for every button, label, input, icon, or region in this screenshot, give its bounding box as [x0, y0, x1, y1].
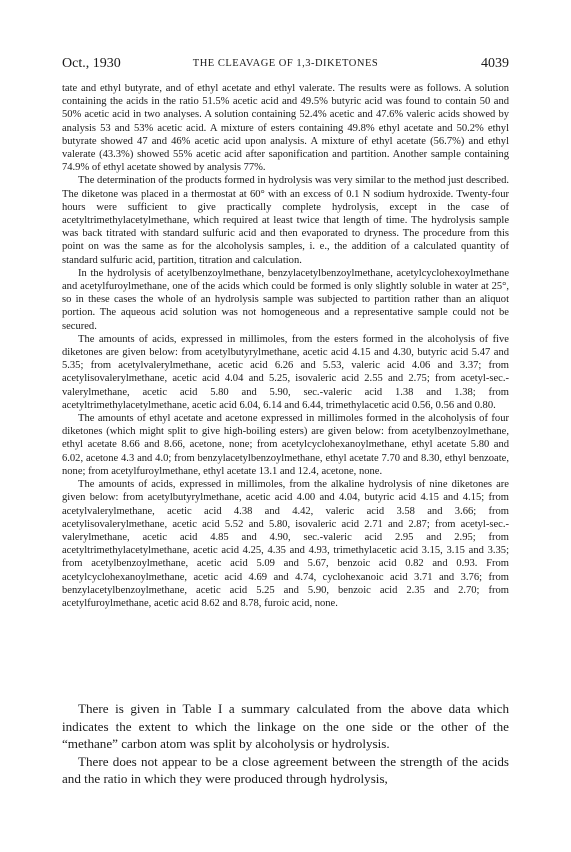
header-date: Oct., 1930: [62, 56, 121, 71]
small-print-body: [62, 82, 509, 610]
paragraph: tate and ethyl butyrate, and of ethyl acetate and ethyl valerate. The results were as follows. A solution containing the acids in the ratio 51.5% acetic acid and 49.5% butyric acid was found to contain 50 and 50% acetic acid in two analyses. A solution containing 52.4% acetic and 47.6% valeric acids showed by analysis 53 and 53% acetic acid. A mixture of esters containing 49.8% ethyl acetate and 50.2% ethyl butyrate showed 47 and 46% acetic acid upon analysis. A mixture of ethyl acetate (56.7%) and ethyl valerate (43.3%) showed 55% acetic acid after saponification and partition. Another sample containing 74.9% of ethyl acetate showed by analysis 77%.: [62, 83, 509, 174]
page-number: 4039: [481, 56, 509, 71]
paragraph: The amounts of acids, expressed in millimoles, from the alkaline hydrolysis of nine diketones are given below: from acetylbutyrylmethane, acetic acid 4.00 and 4.04, butyric acid 4.15 and 4.15; from acetylvalerylmethane, acetic acid 4.38 and 4.42, valeric acid 3.58 and 3.66; from acetylisovalerylmethane, acetic acid 5.52 and 5.80, isovaleric acid 2.71 and 2.87; from acetyl-sec.-valerylmethane, acetic acid 4.85 and 4.90, sec.-valeric acid 2.95 and 2.95; from acetyltrimethylacetylmethane, acetic acid 4.25, 4.35 and 4.93, trimethylacetic acid 3.15, 3.15 and 3.35; from acetylbenzoylmethane, acetic acid 5.09 and 5.67, benzoic acid 0.82 and 0.93. From acetylcyclohexanoylmethane, acetic acid 4.69 and 4.74, cyclohexanoic acid 3.71 and 3.76; from benzylacetylbenzoylmethane, acetic acid 5.25 and 5.90, benzoic acid 2.35 and 2.70; from acetylfuroylmethane, acetic acid 8.62 and 8.78, furoic acid, none.: [62, 479, 509, 609]
paragraph: There does not appear to be a close agreement between the strength of the acids and the ratio in which they were produced through hydrolysis,: [62, 753, 509, 787]
paragraph: The amounts of acids, expressed in millimoles, from the esters formed in the alcoholysis of five diketones are given below: from acetylbutyrylmethane, acetic acid 4.15 and 4.30, butyric acid 5.47 and 5.35; from acetylvalerylmethane, acetic acid 6.26 and 5.53, valeric acid 4.06 and 3.37; from acetylisovalerylmethane, acetic acid 4.04 and 5.25, isovaleric acid 2.55 and 2.75; from acetyl-sec.-valerylmethane, acetic acid 5.80 and 5.90, sec.-valeric acid 1.38 and 1.38; from acetyltrimethylacetylmethane, acetic acid 6.04, 6.14 and 6.44, trimethylacetic acid 0.56, 0.56 and 0.80.: [62, 333, 509, 411]
large-print-body: [62, 700, 509, 788]
paragraph: In the hydrolysis of acetylbenzoylmethane, benzylacetylbenzoylmethane, acetylcyclohexoylmethane and acetylfuroylmethane, one of the acids which could be formed is only slightly soluble in water at 25°, so in these cases the whole of an hydrolysis sample was subjected to partition rather than an aliquot portion. The aqueous acid solution was not homogeneous and a representative sample could not be secured.: [62, 267, 509, 332]
paragraph: The determination of the products formed in hydrolysis was very similar to the method just described. The diketone was placed in a thermostat at 60° with an excess of 0.1 N sodium hydroxide. Twenty-four hours were sufficient to give practically complete hydrolysis, except in the case of acetyltrimethylacetylmethane, which required at least twice that length of time. The hydrolysis sample was back titrated with standard sulfuric acid and then evaporated to dryness. The procedure from this point on was the same as for the alcoholysis samples, i. e., the addition of a calculated quantity of standard sulfuric acid, partition, titration and calculation.: [62, 175, 509, 266]
paragraph: There is given in Table I a summary calculated from the above data which indicates the extent to which the linkage on the one side or the other of the “methane” carbon atom was split by alcoholysis or hydrolysis.: [62, 701, 509, 752]
running-header: [62, 56, 509, 76]
paragraph: The amounts of ethyl acetate and acetone expressed in millimoles formed in the alcoholysis of four diketones (which might split to give high-boiling esters) are given below: from acetylbenzoylmethane, ethyl acetate 8.66 and 8.66, acetone, none; from acetylcyclohexanoylmethane, ethyl acetate 5.80 and 6.02, acetone 4.3 and 4.0; from benzylacetylbenzoylmethane, ethyl acetate 7.70 and 8.30, ethyl benzoate, none; from acetylfuroylmethane, ethyl acetate 13.1 and 12.4, acetone, none.: [62, 413, 509, 477]
header-title: THE CLEAVAGE OF 1,3-DIKETONES: [192, 58, 379, 69]
